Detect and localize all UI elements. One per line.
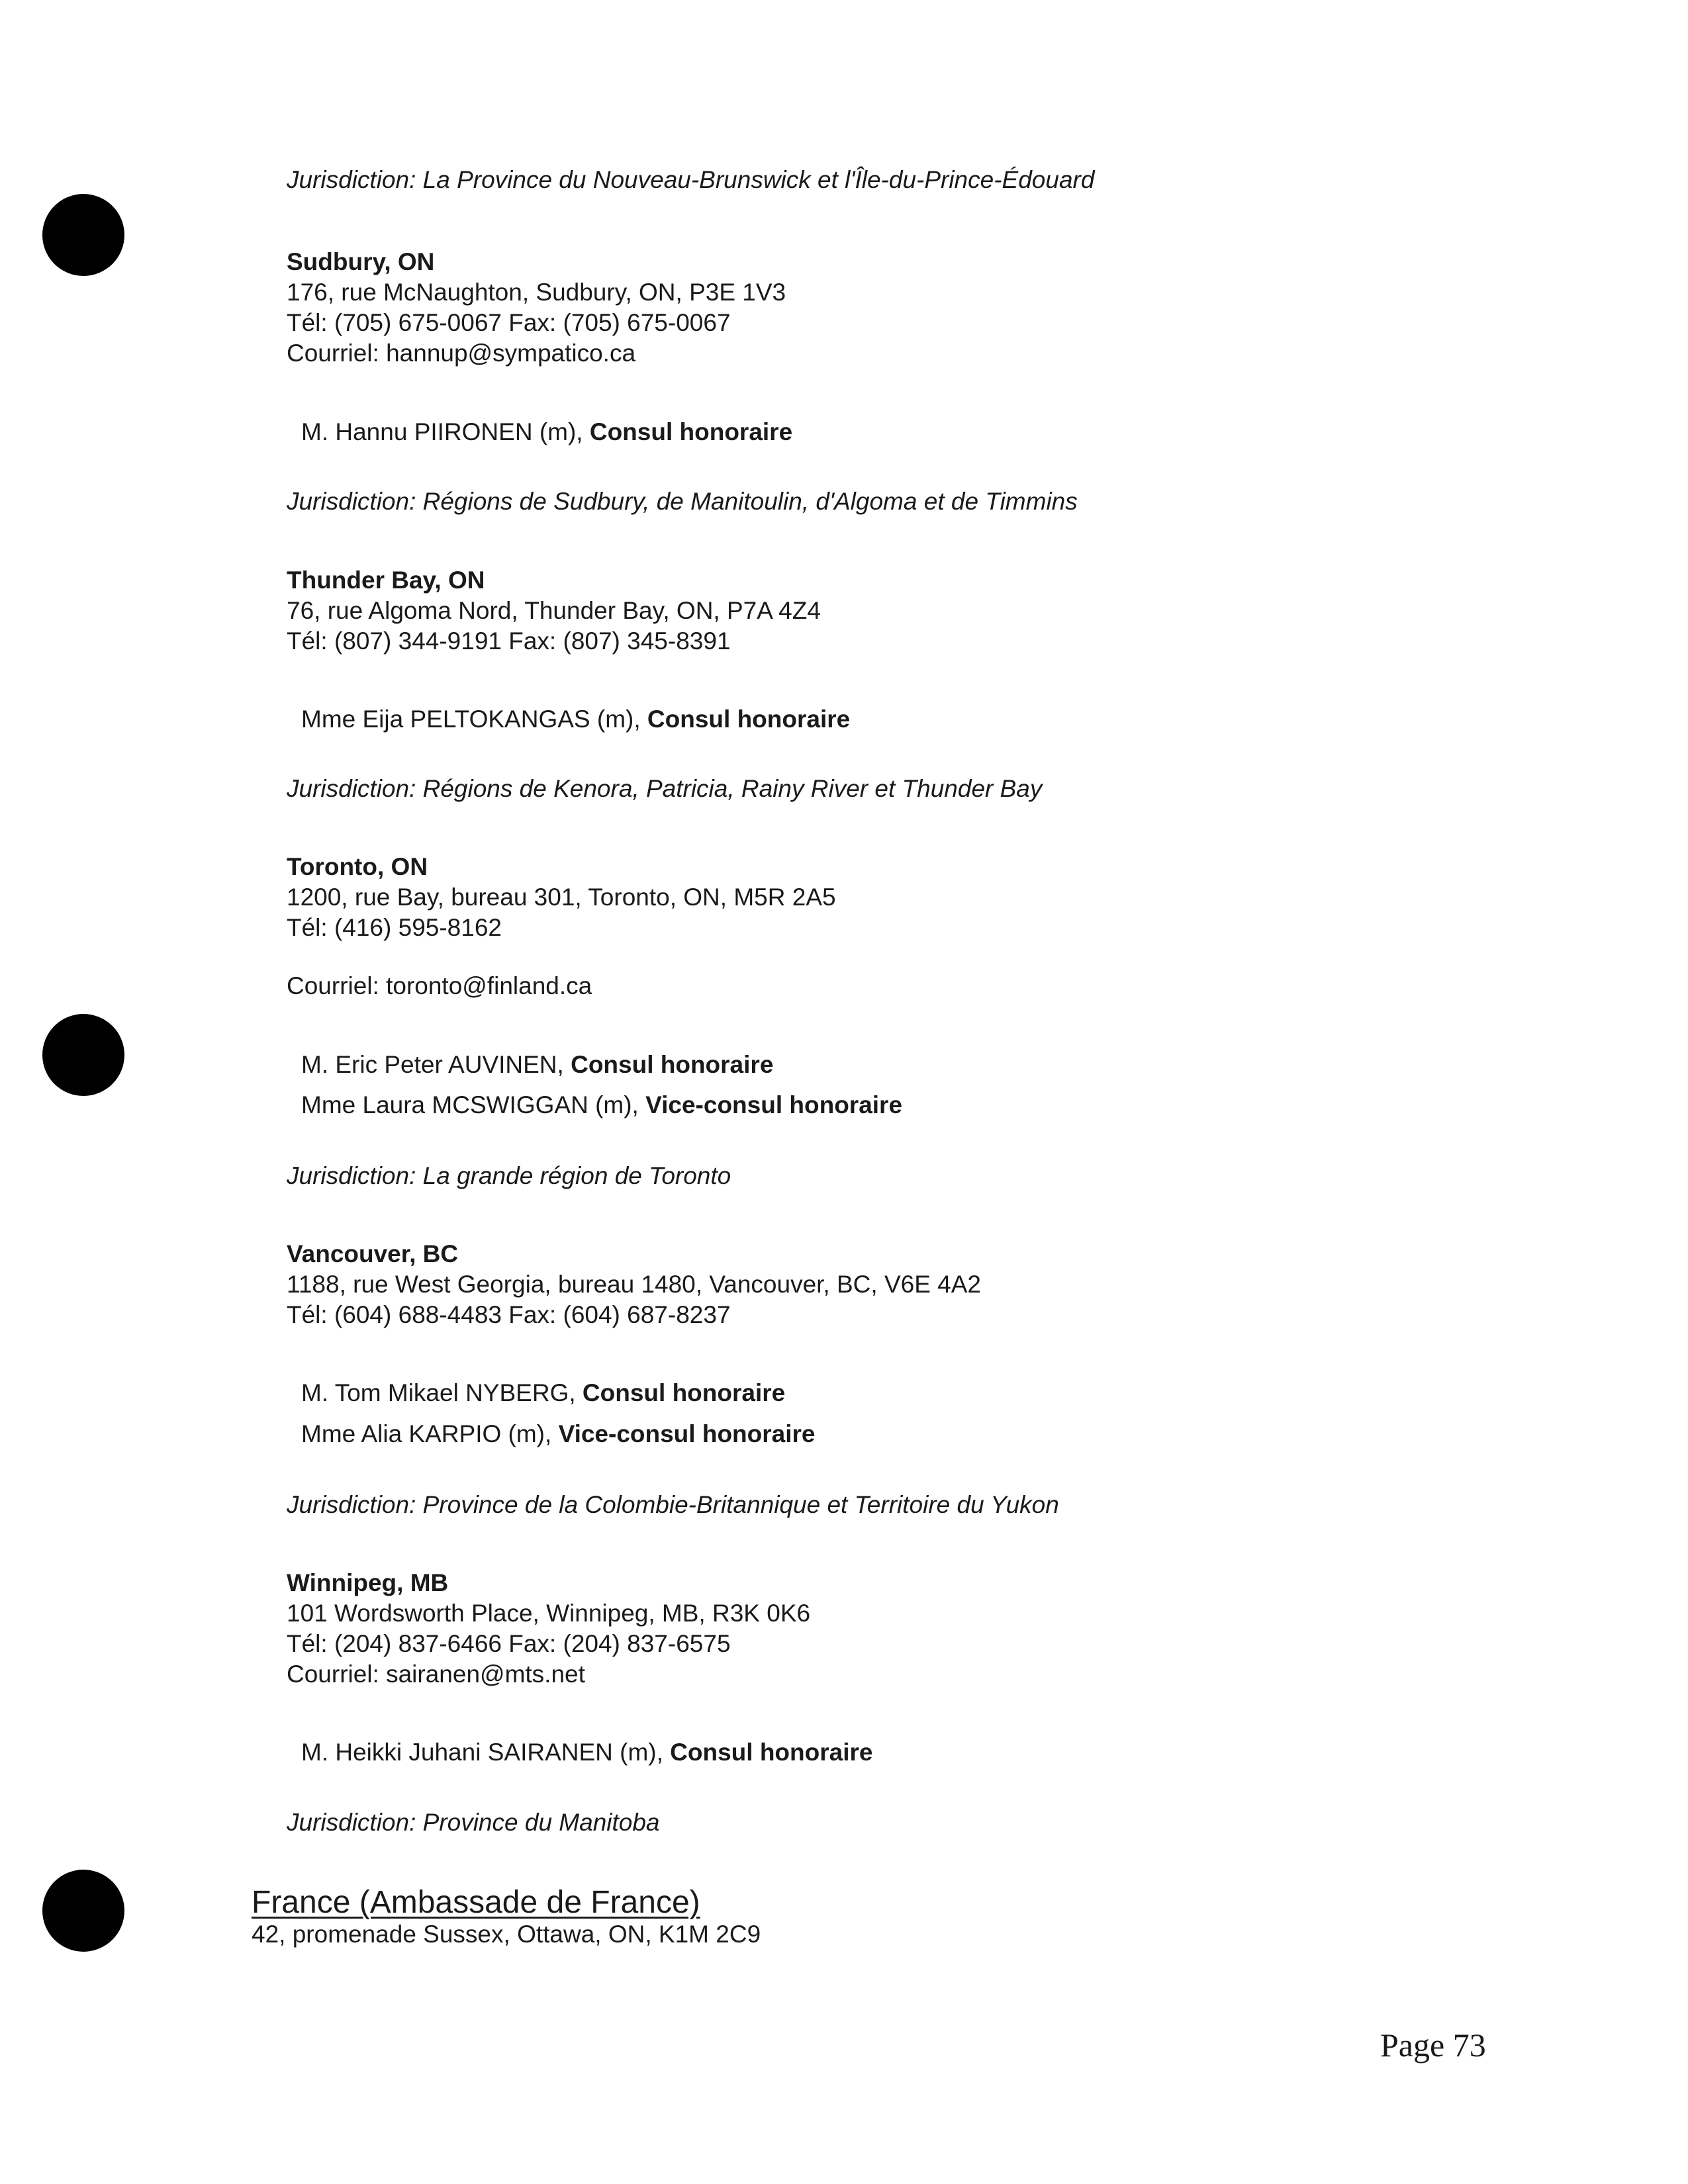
official-role: Consul honoraire	[582, 1379, 786, 1406]
official-sudbury-1	[301, 417, 792, 447]
official-role: Consul honoraire	[647, 705, 851, 733]
jurisdiction-thunder-bay: Jurisdiction: Régions de Kenora, Patricia, Rainy River et Thunder Bay	[287, 775, 1043, 802]
city-heading-vancouver: Vancouver, BC	[287, 1240, 459, 1267]
official-name: M. Heikki Juhani SAIRANEN (m),	[301, 1739, 671, 1766]
binder-hole-middle	[42, 1014, 124, 1096]
address-sudbury: 176, rue McNaughton, Sudbury, ON, P3E 1V3	[287, 279, 786, 306]
official-winnipeg-1	[301, 1737, 872, 1768]
page-number: Page 73	[1380, 2026, 1486, 2064]
official-name: Mme Laura MCSWIGGAN (m),	[301, 1091, 646, 1118]
city-heading-thunder-bay: Thunder Bay, ON	[287, 567, 485, 594]
official-toronto-1	[301, 1050, 773, 1080]
official-name: M. Tom Mikael NYBERG,	[301, 1379, 583, 1406]
phone-winnipeg: Tél: (204) 837-6466 Fax: (204) 837-6575	[287, 1630, 731, 1657]
official-vancouver-2	[301, 1419, 815, 1449]
city-heading-sudbury: Sudbury, ON	[287, 248, 435, 275]
email-sudbury: Courriel: hannup@sympatico.ca	[287, 340, 636, 367]
official-toronto-2	[301, 1090, 902, 1120]
official-role: Consul honoraire	[670, 1739, 873, 1766]
phone-sudbury: Tél: (705) 675-0067 Fax: (705) 675-0067	[287, 309, 731, 336]
address-thunder-bay: 76, rue Algoma Nord, Thunder Bay, ON, P7A 4Z4	[287, 597, 821, 624]
address-toronto: 1200, rue Bay, bureau 301, Toronto, ON, M5R 2A5	[287, 884, 836, 911]
email-winnipeg: Courriel: sairanen@mts.net	[287, 1661, 585, 1688]
official-thunder-bay-1	[301, 704, 850, 735]
jurisdiction-toronto: Jurisdiction: La grande région de Toronto	[287, 1162, 731, 1189]
phone-vancouver: Tél: (604) 688-4483 Fax: (604) 687-8237	[287, 1301, 731, 1328]
jurisdiction-vancouver: Jurisdiction: Province de la Colombie-Britannique et Territoire du Yukon	[287, 1491, 1059, 1518]
official-name: M. Eric Peter AUVINEN,	[301, 1051, 571, 1078]
binder-hole-top	[42, 194, 124, 276]
country-heading-france: France (Ambassade de France)	[252, 1885, 700, 1920]
jurisdiction-new-brunswick: Jurisdiction: La Province du Nouveau-Brunswick et l'Île-du-Prince-Édouard	[287, 166, 1095, 193]
official-name: M. Hannu PIIRONEN (m),	[301, 418, 590, 445]
official-role: Consul honoraire	[571, 1051, 774, 1078]
phone-thunder-bay: Tél: (807) 344-9191 Fax: (807) 345-8391	[287, 627, 731, 655]
official-name: Mme Eija PELTOKANGAS (m),	[301, 705, 647, 733]
country-address-france: 42, promenade Sussex, Ottawa, ON, K1M 2C9	[252, 1921, 761, 1948]
binder-hole-bottom	[42, 1870, 124, 1952]
official-role: Vice-consul honoraire	[645, 1091, 903, 1118]
official-name: Mme Alia KARPIO (m),	[301, 1420, 559, 1447]
city-heading-toronto: Toronto, ON	[287, 853, 428, 880]
email-toronto: Courriel: toronto@finland.ca	[287, 972, 592, 999]
official-role: Consul honoraire	[589, 418, 793, 445]
address-vancouver: 1188, rue West Georgia, bureau 1480, Vancouver, BC, V6E 4A2	[287, 1271, 981, 1298]
phone-toronto: Tél: (416) 595-8162	[287, 914, 502, 941]
city-heading-winnipeg: Winnipeg, MB	[287, 1569, 449, 1596]
address-winnipeg: 101 Wordsworth Place, Winnipeg, MB, R3K 0K6	[287, 1600, 811, 1627]
jurisdiction-sudbury: Jurisdiction: Régions de Sudbury, de Manitoulin, d'Algoma et de Timmins	[287, 488, 1078, 515]
official-role: Vice-consul honoraire	[558, 1420, 816, 1447]
jurisdiction-winnipeg: Jurisdiction: Province du Manitoba	[287, 1809, 660, 1836]
official-vancouver-1	[301, 1378, 785, 1408]
